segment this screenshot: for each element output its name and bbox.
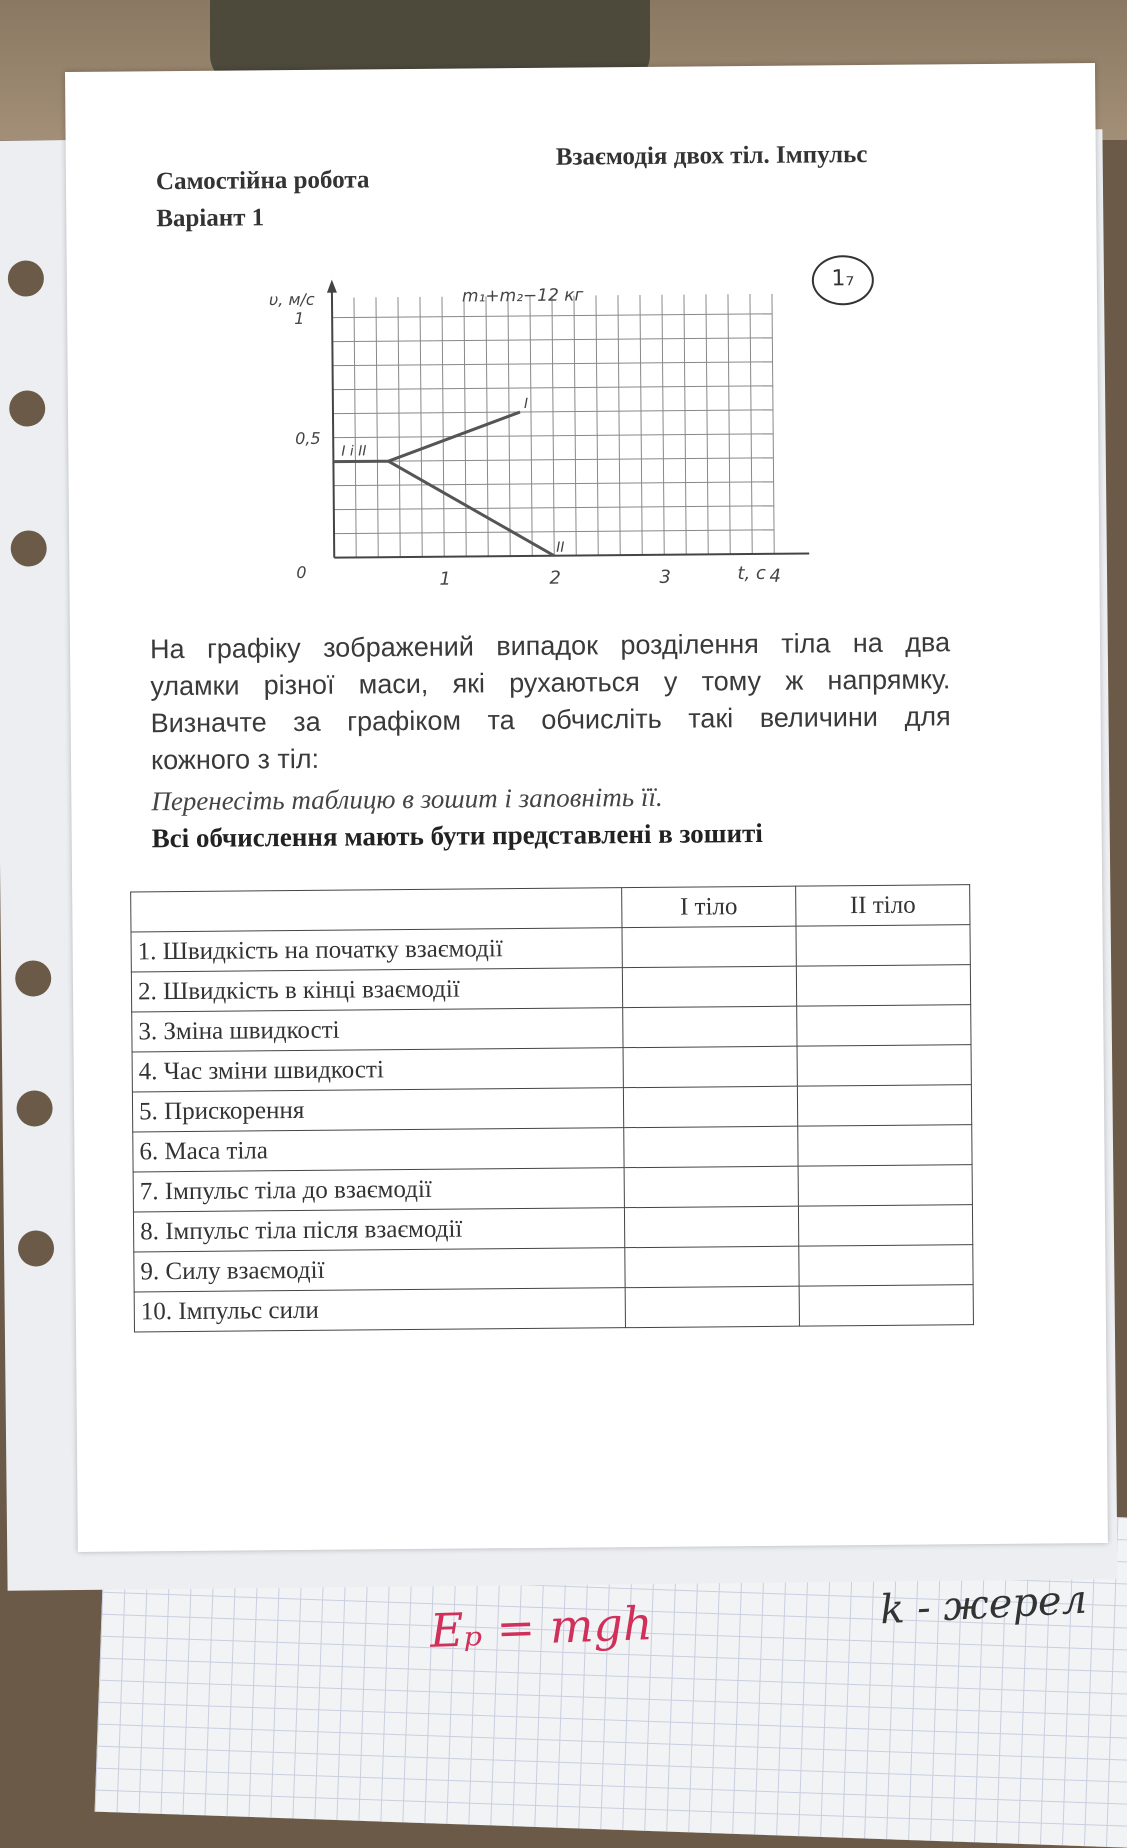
header-body-2: II тіло — [796, 885, 970, 927]
grid-line — [530, 296, 532, 556]
grid-line — [398, 297, 400, 557]
x-tick-label: 1 — [439, 569, 451, 590]
y-tick-label: 0,5 — [295, 429, 321, 448]
series-label: I і II — [341, 443, 366, 459]
punch-hole — [15, 960, 51, 996]
grid-line — [574, 296, 576, 556]
velocity-time-chart — [247, 271, 810, 596]
x-axis-label: t, c — [737, 563, 766, 584]
grid-line — [464, 297, 466, 557]
series-label: II — [556, 540, 564, 556]
body-1-cell — [623, 1046, 797, 1088]
body-2-cell — [796, 925, 970, 967]
grid-line — [552, 296, 554, 556]
y-axis-arrow — [327, 280, 337, 293]
x-tick-label: 4 — [769, 566, 781, 587]
quantity-label: 7. Імпульс тіла до взаємодії — [133, 1168, 624, 1212]
body-1-cell — [623, 1006, 797, 1048]
header-empty — [131, 888, 622, 932]
quantities-table — [130, 884, 974, 1332]
task-description — [150, 624, 951, 779]
mass-annotation: m₁+m₂−12 кг — [462, 285, 584, 306]
y-axis-label: υ, м/с — [269, 290, 315, 309]
work-type: Самостійна робота — [156, 161, 370, 200]
body-2-cell — [796, 965, 970, 1007]
grid-line — [640, 295, 642, 555]
handwritten-note: k - жерел — [879, 1577, 1088, 1634]
body-2-cell — [797, 1085, 971, 1127]
y-axis — [332, 288, 334, 558]
grid-line — [772, 294, 774, 554]
body-2-cell — [797, 1005, 971, 1047]
body-2-cell — [799, 1285, 973, 1327]
body-1-cell — [622, 966, 796, 1008]
body-2-cell — [799, 1245, 973, 1287]
body-1-cell — [624, 1126, 798, 1168]
grid-line — [508, 296, 510, 556]
quantity-label: 9. Силу взаємодії — [134, 1248, 625, 1292]
grid-line — [354, 297, 356, 557]
description-line: уламки різної маси, які рухаються у тому ж напрямку. — [150, 661, 950, 705]
grid-line — [420, 297, 422, 557]
grid-line — [376, 297, 378, 557]
instruction-note: Перенесіть таблицю в зошит і заповніть її. — [151, 782, 663, 817]
calculation-note: Всі обчислення мають бути представлені в зошиті — [152, 818, 763, 854]
grid-line — [706, 294, 708, 554]
table-row — [134, 1285, 973, 1332]
body-1-cell — [625, 1246, 799, 1288]
punch-hole — [18, 1230, 54, 1266]
punch-hole — [9, 390, 45, 426]
punch-hole — [11, 530, 47, 566]
x-axis — [334, 553, 809, 557]
variant-label: Варіант 1 — [156, 198, 370, 237]
grid-line — [684, 295, 686, 555]
quantity-label: 10. Імпульс сили — [134, 1288, 625, 1332]
circled-mark: 1₇ — [812, 255, 874, 306]
series-label: I — [524, 396, 528, 412]
punch-hole — [16, 1090, 52, 1126]
body-1-cell — [623, 1086, 797, 1128]
quantity-label: 8. Імпульс тіла після взаємодії — [133, 1208, 624, 1252]
quantity-label: 4. Час зміни швидкості — [132, 1048, 623, 1092]
grid-line — [596, 295, 598, 555]
header-left — [156, 161, 370, 237]
quantity-label: 2. Швидкість в кінці взаємодії — [131, 968, 622, 1012]
grid-line — [728, 294, 730, 554]
handwritten-formula: Eₚ = mgh — [429, 1596, 653, 1658]
x-tick-label: 3 — [659, 567, 671, 588]
y-tick-label: 0 — [296, 563, 306, 582]
header-body-1: I тіло — [622, 886, 796, 928]
body-1-cell — [625, 1286, 799, 1328]
quantity-label: 3. Зміна швидкості — [132, 1008, 623, 1052]
quantity-label: 5. Прискорення — [132, 1088, 623, 1132]
grid-line — [442, 297, 444, 557]
grid-line — [618, 295, 620, 555]
topic-title: Взаємодія двох тіл. Імпульс — [556, 141, 868, 172]
body-2-cell — [798, 1125, 972, 1167]
body-1-cell — [624, 1206, 798, 1248]
series-line — [388, 460, 554, 557]
quantity-label: 1. Швидкість на початку взаємодії — [131, 928, 622, 972]
body-1-cell — [622, 926, 796, 968]
body-2-cell — [798, 1205, 972, 1247]
y-tick-label: 1 — [294, 309, 304, 328]
description-line: На графіку зображений випадок розділення тіла на два — [150, 624, 950, 668]
description-line: Визначте за графіком та обчисліть такі величини для — [151, 698, 951, 742]
chart-grid — [332, 294, 774, 558]
punch-hole — [8, 260, 44, 296]
body-2-cell — [798, 1165, 972, 1207]
description-line: кожного з тіл: — [151, 735, 951, 779]
body-2-cell — [797, 1045, 971, 1087]
grid-line — [662, 295, 664, 555]
grid-line — [750, 294, 752, 554]
body-1-cell — [624, 1166, 798, 1208]
x-tick-label: 2 — [549, 568, 561, 589]
quantity-label: 6. Маса тіла — [133, 1128, 624, 1172]
worksheet-page — [65, 63, 1108, 1552]
